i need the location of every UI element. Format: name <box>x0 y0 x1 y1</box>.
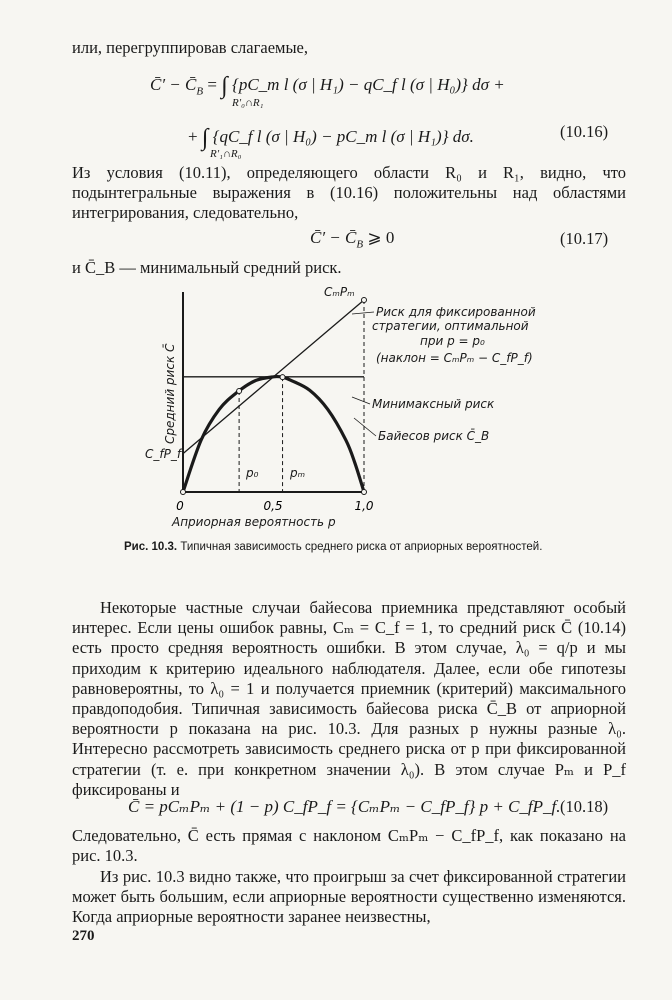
origin-point <box>181 490 186 495</box>
annot-bayes: Байесов риск C̄_B <box>378 429 490 443</box>
eq-10-16-line2 <box>188 122 474 149</box>
tick-0: 0 <box>176 499 184 513</box>
end-point-zero <box>362 490 367 495</box>
risk-figure <box>140 282 570 532</box>
leader-minimax <box>352 397 370 404</box>
eq-10-16-eq-sign: = <box>207 75 217 94</box>
annot-fixed-2: стратегии, оптимальной <box>372 319 529 333</box>
caption-number: Рис. 10.3. <box>124 541 178 553</box>
eq-10-16-sub2: R′₁∩R₀ <box>210 148 242 160</box>
tick-05: 0,5 <box>263 499 283 513</box>
eq-10-16-lhs: C̄′ − C̄ <box>150 75 197 94</box>
leader-bayes <box>354 418 376 436</box>
figure-caption <box>124 540 584 555</box>
eq-10-17-rel: ⩾ 0 <box>367 228 395 247</box>
eq-10-16-lhs-sub: B <box>196 85 204 98</box>
eq-10-16-line1 <box>150 70 505 97</box>
label-cfpf: C_fP_f <box>145 447 182 461</box>
eq-10-16-number: (10.16) <box>560 122 609 141</box>
paragraph-2: Некоторые частные случаи байесова приемника представляют особый интерес. Если цены ошибок равны, Cₘ = C_f = 1, то средний риск C̄ (10.14) есть просто средняя вероятность ошибки. В этом случае, λ₀ = q/p и мы приходим к критерию идеального наблюдателя. Далее, если обе гипотезы равновероятны, то λ₀ = 1 и получается приемник (критерий) максимального правдоподобия. Типичная зависимость байесова риска C̄_B от априорной вероятности p показана на рис. 10.3. Для разных p нужны разные λ₀. Интересно рассмотреть зависимость среднего риска от p при фиксированной стратегии (т. е. при конкретном значении λ₀). В этом случае Pₘ и P_f фиксированы и <box>72 598 626 799</box>
eq-10-17-lhs: C̄′ − C̄ <box>310 228 357 247</box>
p0-tangent-point <box>237 389 242 394</box>
eq-10-17-number: (10.17) <box>560 229 609 248</box>
caption-text: Типичная зависимость среднего риска от априорных вероятностей. <box>180 541 543 553</box>
integral-sign-1: ∫ <box>221 73 228 99</box>
cmpm-point <box>362 298 367 303</box>
annot-fixed-3: при p = p₀ <box>420 334 485 348</box>
label-pm: pₘ <box>290 466 306 480</box>
eq-10-17 <box>310 228 394 250</box>
eq-10-16-integrand-1: {pC_m l (σ | H₁) − qC_f l (σ | H₀)} dσ + <box>232 75 505 94</box>
eq-10-18-number: (10.18) <box>560 797 609 816</box>
intro-line: или, перегруппировав слагаемые, <box>72 38 308 57</box>
bayes-risk-curve <box>183 376 364 492</box>
label-p0: p₀ <box>246 466 259 480</box>
eq-10-16-sub1: R′₀∩R₁ <box>232 97 264 109</box>
leader-fixed <box>352 312 374 314</box>
tick-10: 1,0 <box>354 499 374 513</box>
min-risk-line: и C̄_B — минимальный средний риск. <box>72 258 342 277</box>
pm-max-point <box>280 375 285 380</box>
eq-10-16-integrand-2: {qC_f l (σ | H₀) − pC_m l (σ | H₁)} dσ. <box>212 127 474 146</box>
x-axis-label: Априорная вероятность p <box>172 515 336 529</box>
annot-minimax: Минимаксный риск <box>372 397 495 411</box>
eq-10-18: C̄ = pCₘPₘ + (1 − p) C_fP_f = {CₘPₘ − C_fP_f} p + C_fP_f. <box>128 797 561 816</box>
annot-fixed-1: Риск для фиксированной <box>376 305 536 319</box>
integral-sign-2: ∫ <box>201 125 209 151</box>
paragraph-4: Из рис. 10.3 видно также, что проигрыш за счет фиксированной стратегии может быть большим, если априорные вероятности существенно изменяются. Когда априорные вероятности заранее неизвестны, <box>72 867 626 927</box>
label-cmpm: CₘPₘ <box>324 285 355 299</box>
page-number: 270 <box>72 928 95 944</box>
eq-10-16-plus: + <box>188 127 198 146</box>
paragraph-1: Из условия (10.11), определяющего области R₀ и R₁, видно, что подынтегральные выражения в (10.16) положительны над областями интегрирования, следовательно, <box>72 163 626 223</box>
annot-fixed-4: (наклон = CₘPₘ − C_fP_f) <box>376 351 533 365</box>
eq-10-17-sub: B <box>356 238 364 251</box>
paragraph-3: Следовательно, C̄ есть прямая с наклоном CₘPₘ − C_fP_f, как показано на рис. 10.3. <box>72 826 626 866</box>
y-axis-label: Средний риск C̄ <box>163 343 177 444</box>
